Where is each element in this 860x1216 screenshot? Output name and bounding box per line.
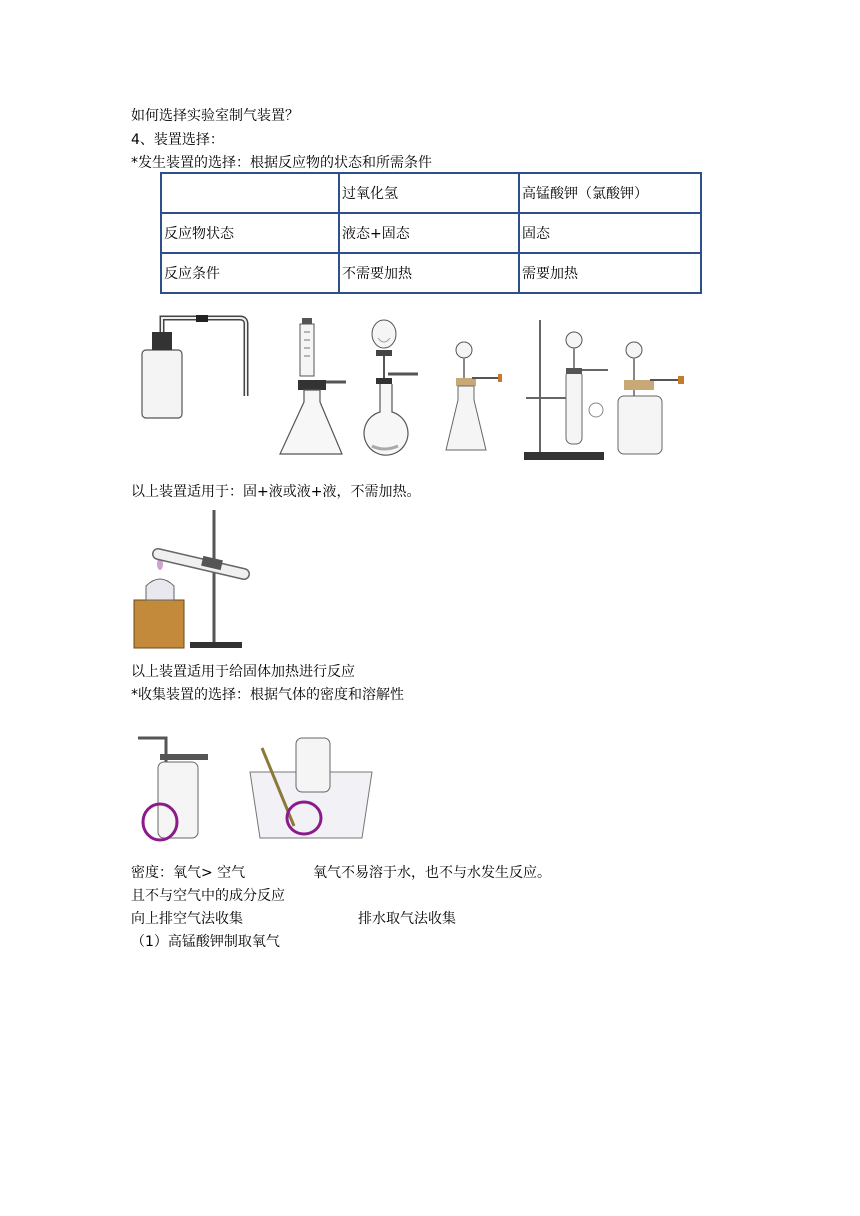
table-cell: 过氧化氢 bbox=[339, 173, 519, 213]
density-right: 氧气不易溶于水，也不与水发生反应。 bbox=[313, 865, 551, 881]
water-displacement-figure bbox=[248, 734, 374, 846]
bottle-bent-tube-figure bbox=[130, 310, 260, 425]
table-row bbox=[161, 173, 701, 213]
round-flask-funnel-figure bbox=[364, 316, 422, 466]
generator-intro: *发生装置的选择：根据反应物的状态和所需条件 bbox=[131, 155, 432, 171]
table-cell: 固态 bbox=[519, 213, 701, 253]
page-heading: 如何选择实验室制气装置？ bbox=[131, 108, 299, 124]
comparison-table bbox=[160, 172, 702, 294]
table-cell: 液态+固态 bbox=[339, 213, 519, 253]
table-cell bbox=[161, 173, 339, 213]
table-cell: 高锰酸钾（氯酸钾） bbox=[519, 173, 701, 213]
table-cell: 反应条件 bbox=[161, 253, 339, 293]
flask-syringe-figure bbox=[276, 316, 352, 461]
table-cell: 需要加热 bbox=[519, 253, 701, 293]
caption-solid: 以上装置适用于给固体加热进行反应 bbox=[131, 664, 355, 680]
collection-intro: *收集装置的选择：根据气体的密度和溶解性 bbox=[131, 687, 404, 703]
method-water: 排水取气法收集 bbox=[358, 911, 456, 927]
table-cell: 不需要加热 bbox=[339, 253, 519, 293]
stand-tube-figure bbox=[518, 318, 614, 463]
no-react-line: 且不与空气中的成分反应 bbox=[131, 888, 285, 904]
density-left: 密度：氧气> 空气 bbox=[131, 865, 246, 881]
caption-liquid: 以上装置适用于：固+液或液+液，不需加热。 bbox=[131, 484, 421, 500]
table-cell: 反应物状态 bbox=[161, 213, 339, 253]
method-up: 向上排空气法收集 bbox=[131, 911, 243, 927]
conical-flask-funnel-figure bbox=[444, 340, 504, 455]
table-row bbox=[161, 213, 701, 253]
table-row bbox=[161, 253, 701, 293]
upward-air-collection-figure bbox=[136, 728, 212, 844]
heating-apparatus-figure bbox=[132, 508, 252, 650]
jar-funnel-figure bbox=[612, 340, 688, 460]
section-title: 4、装置选择： bbox=[131, 132, 224, 148]
kmno4-heading: （1）高锰酸钾制取氧气 bbox=[131, 934, 280, 950]
